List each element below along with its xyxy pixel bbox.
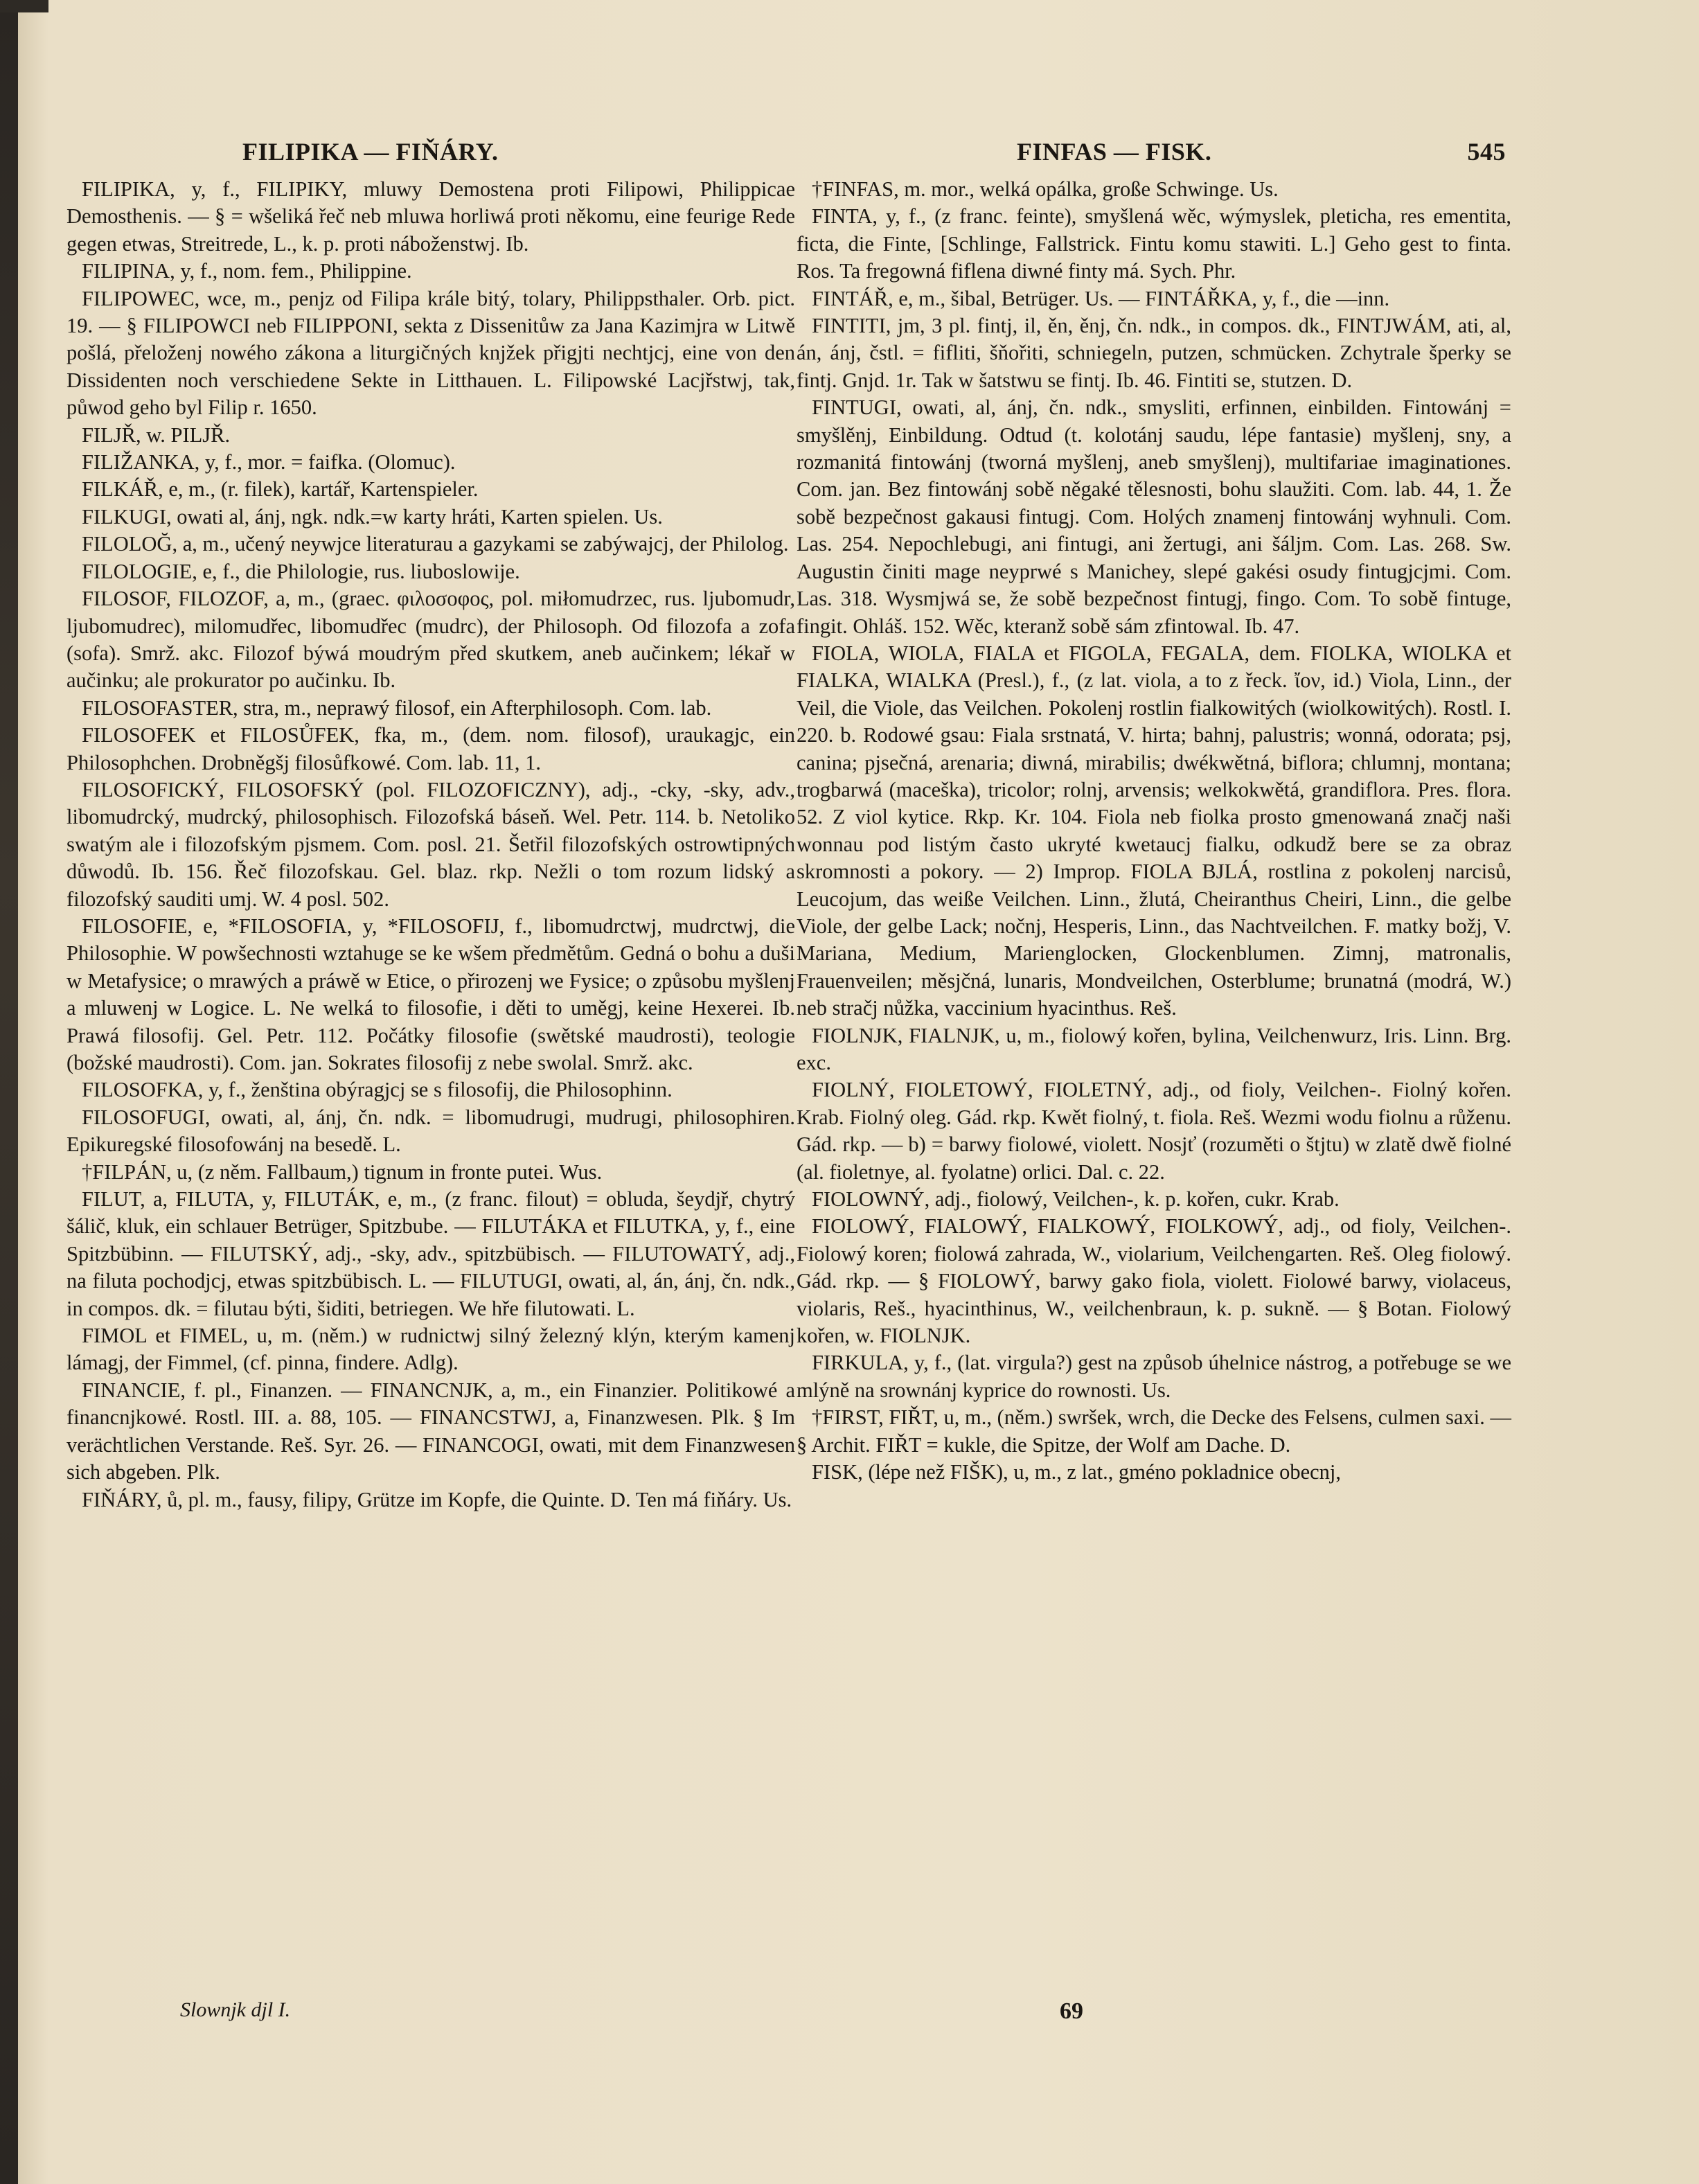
entry-fiola: FIOLA, WIOLA, FIALA et FIGOLA, FEGALA, dem. FIOLKA, WIOLKA et FIALKA, WIALKA (Presl.), f., (z lat. viola, a to z řeck. ἴον, id.) Viola, Linn., der Veil, die Viole, das Veilchen. Pokolenj rostlin fialkowitých (wiolkowitých). Rostl. I. 220. b. Rodowé gsau: Fiala srstnatá, V. hirta; bahnj, palustris; wonná, odorata; psj, canina; pjsečná, arenaria; diwná, mirabilis; dwékwětná, biflora; chlumnj, montana; trogbarwá (maceška), tricolor; rolnj, arvensis; welkokwětá, grandiflora. Pres. flora. 52. Z viol kytice. Rkp. Kr. 104. Fiola neb fiolka prosto gmenowaná značj naši wonnau pod listým často ukryté kwetaucj fialku, odkudž bere se za obraz skromnosti a pokory. — 2) Improp. FIOLA BJLÁ, rostlina z pokolenj narcisů, Leucojum, das weiße Veilchen. Linn., žlutá, Cheiranthus Cheiri, Linn., die gelbe Viole, der gelbe Lack; nočnj, Hesperis, Linn., das Nachtveilchen. F. matky božj, V. Mariana, Medium, Marienglocken, Glockenblumen. Zimnj, matronalis, Frauenveilen; měsjčná, lunaris, Mondveilchen, Osterblume; brunatná (modrá, W.) neb stračj nůžka, vaccinium hyacinthus. Reš.: [797, 641, 1511, 1020]
entry-fiolowy: FIOLOWÝ, FIALOWÝ, FIALKOWÝ, FIOLKOWÝ, adj., od fioly, Veilchen-. Fiolowý koren; fiolowá zahrada, W., violarium, Veilchengarten. Reš. Oleg fiolowý. Gád. rkp. — § FIOLOWÝ, barwy gako fiola, violett. Fiolowé barwy, violaceus, violaris, Reš., hyacinthinus, W., veilchenbraun, k. p. sukně. — § Botan. Fiolowý kořen, w. FIOLNJK.: [797, 1214, 1511, 1348]
entry-financie: FINANCIE, f. pl., Finanzen. — FINANCNJK, a, m., ein Finanzier. Politikowé a financnjkowé. Rostl. III. a. 88, 105. — FINANCSTWJ, a, Finanzwesen. Plk. § Im verächtlichen Verstande. Reš. Syr. 26. — FINANCOGI, owati, mit dem Finanzwesen sich abgeben. Plk.: [66, 1378, 795, 1484]
entry-filosof: FILOSOF, FILOZOF, a, m., (graec. φιλοσοφος, pol. miłomudrzec, rus. ljubomudr, ljubomudrec), milomudřec, libomudřec (mudrc), der Philosoph. Od filozofa a zofa (sofa). Smrž. akc. Filozof býwá moudrým před skutkem, aneb aučinkem; lékař w aučinku; ale prokurator po aučinku. Ib.: [66, 587, 795, 693]
entry-fimol: FIMOL et FIMEL, u, m. (něm.) w rudnictwj silný železný klýn, kterým kamenj lámagj, der Fimmel, (cf. pinna, findere. Adlg).: [66, 1324, 795, 1375]
entry-filosoficky: FILOSOFICKÝ, FILOSOFSKÝ (pol. FILOZOFICZNY), adj., -cky, -sky, adv., libomudrcký, mudrcký, philosophisch. Filozofská báseň. Wel. Petr. 114. b. Netoliko swatým ale i filozofským pjsmem. Com. posl. 21. Šetřil filozofských ostrowtipných důwodů. Ib. 156. Řeč filozofskau. Gel. blaz. rkp. Nežli o tom rozum lidský a filozofský sauditi umj. W. 4 posl. 502.: [66, 777, 795, 911]
entry-filipika: FILIPIKA, y, f., FILIPIKY, mluwy Demostena proti Filipowi, Philippicae Demosthenis. — § = wšeliká řeč neb mluwa horliwá proti někomu, eine feurige Rede gegen etwas, Streitrede, L., k. p. proti náboženstwj. Ib.: [66, 177, 795, 256]
entry-filpan: †FILPÁN, u, (z něm. Fallbaum,) tignum in fronte putei. Wus.: [82, 1160, 603, 1184]
entry-filosofie: FILOSOFIE, e, *FILOSOFIA, y, *FILOSOFIJ, f., libomudrctwj, mudrctwj, die Philosophie. W powšechnosti wztahuge se ke wšem předmětům. Gedná o bohu a duši w Metafysice; o mrawých a práwě w Etice, o přirozenj we Fysice; o způsobu myšlenj a mluwenj w Logice. L. Ne welká to filosofie, i děti to uměgj, keine Hexerei. Ib. Prawá filosofij. Gel. Petr. 112. Počátky filosofie (swětské maudrosti), teologie (božské maudrosti). Com. jan. Sokrates filosofij z nebe swolal. Smrž. akc.: [66, 914, 795, 1074]
entry-filipina: FILIPINA, y, f., nom. fem., Philippine.: [82, 259, 412, 283]
entry-fintiti: FINTITI, jm, 3 pl. fintj, il, ěn, ěnj, čn. ndk., in compos. dk., FINTJWÁM, ati, al, án, ánj, čstl. = fifliti, šňořiti, schniegeln, putzen, schmücken. Zchytrale šperky se fintj. Gnjd. 1r. Tak w šatstwu se fintj. Ib. 46. Fintiti se, stutzen. D.: [797, 314, 1511, 392]
entry-filkar: FILKÁŘ, e, m., (r. filek), kartář, Kartenspieler.: [82, 477, 479, 501]
entry-filjr: FILJŘ, w. PILJŘ.: [82, 423, 231, 447]
binding-mark: [0, 0, 48, 12]
entry-filologie: FILOLOGIE, e, f., die Philologie, rus. liuboslowije.: [82, 559, 520, 583]
right-column: [797, 176, 1511, 1486]
volume-footnote: Slownjk djl I.: [180, 1998, 291, 2021]
entry-finfas: †FINFAS, m. mor., welká opálka, große Schwinge. Us.: [812, 177, 1279, 201]
entry-finta: FINTA, y, f., (z franc. feinte), smyšlená wěc, wýmyslek, pletichа, res ementita, ficta, die Finte, [Schlinge, Fallstrick. Fintu komu stawiti. L.] Geho gest to finta. Ros. Ta fregowná fiflena diwné finty má. Sych. Phr.: [797, 204, 1511, 283]
printer-signature: 69: [1060, 1998, 1083, 2024]
entry-firkula: FIRKULA, y, f., (lat. virgula?) gest na způsob úhelnice nástrog, a potřebuge se we mlýně na srownánj kyprice do rownosti. Us.: [797, 1351, 1511, 1402]
entry-filolog: FILOLOĞ, a, m., učený neywjce literaturau a gazykami se zabýwajcj, der Philolog.: [82, 532, 789, 556]
entry-finary: FIŇÁRY, ů, pl. m., fausy, filipy, Grütze im Kopfe, die Quinte. D. Ten má fiňáry. Us.: [82, 1487, 792, 1511]
left-column: [66, 176, 795, 1513]
entry-filkugi: FILKUGI, owati al, ánj, ngk. ndk.=w karty hráti, Karten spielen. Us.: [82, 504, 663, 529]
entry-fisk: FISK, (lépe než FIŠK), u, m., z lat., gméno pokladnice obecnj,: [812, 1460, 1342, 1484]
entry-filut: FILUT, a, FILUTA, y, FILUTÁK, e, m., (z franc. filout) = obluda, šeydjř, chytrý šálič, kluk, ein schlauer Betrüger, Spitzbube. — FILUTÁKA et FILUTKA, y, f., eine Spitzbübinn. — FILUTSKÝ, adj., -sky, adv., spitzbübisch. — FILUTOWATÝ, adj., na filuta pochodjcj, etwas spitzbübisch. L. — FILUTUGI, owati, al, án, ánj, čn. ndk., in compos. dk. = filutau býti, šiditi, betriegen. We hře filutowati. L.: [66, 1187, 795, 1320]
entry-filosofek: FILOSOFEK et FILOSŮFEK, fka, m., (dem. nom. filosof), uraukagjc, ein Philosophchen. Drobněgšj filosůfkowé. Com. lab. 11, 1.: [66, 723, 795, 774]
entry-fiolowny: FIOLOWNÝ, adj., fiolowý, Veilchen-, k. p. kořen, cukr. Krab.: [812, 1187, 1340, 1211]
entry-first: †FIRST, FIŘT, u, m., (něm.) swršek, wrch, die Decke des Felsens, culmen saxi. — § Archit. FIŘT = kukle, die Spitze, der Wolf am Dache. D.: [797, 1405, 1511, 1457]
entry-filizanka: FILIŽANKA, y, f., mor. = faifka. (Olomuc).: [82, 450, 456, 474]
entry-fintar: FINTÁŘ, e, m., šibal, Betrüger. Us. — FINTÁŘKA, y, f., die —inn.: [812, 286, 1390, 310]
running-head-right: FINFAS — FISK.: [1017, 138, 1212, 166]
entry-filosofugi: FILOSOFUGI, owati, al, ánj, čn. ndk. = libomudrugi, mudrugi, philosophiren. Epikuregské filosofowánj na besedě. L.: [66, 1105, 795, 1157]
entry-filosofka: FILOSOFKA, y, f., ženština obýragjcj se s filosofij, die Philosophinn.: [82, 1078, 673, 1102]
running-head-left: FILIPIKA — FIŇÁRY.: [242, 138, 499, 166]
entry-filosofaster: FILOSOFASTER, stra, m., neprawý filosof, ein Afterphilosoph. Com. lab.: [82, 695, 712, 720]
page-number: 545: [1467, 138, 1506, 166]
entry-fintugi: FINTUGI, owati, al, ánj, čn. ndk., smysliti, erfinnen, einbilden. Fintowánj = smyšlěnj, Einbildung. Odtud (t. kolotánj saudu, lépe fantasie) myšlenj, sny, a rozmanitá fintowánj (tworná myšlenj, aneb smyšlenj), multifariae imaginationes. Com. jan. Bez fintowánj sobě něgaké tělesnosti, bohu slaužiti. Com. lab. 44, 1. Že sobě bezpečnost gakausi fintugj. Com. Holých znamenj fintowánj wyhnuli. Com. Las. 254. Nepochlebugi, ani fintugi, ani žertugi, ani šáljm. Com. Las. 268. Sw. Augustin činiti mage neyprwé s Manichey, slepé gakési osudy fintugjcjmi. Com. Las. 318. Wysmjwá se, že sobě bezpečnost fintugj, fingo. Com. To sobě fintuge, fingit. Ohláš. 152. Wěc, kteranž sobě sám zfintowal. Ib. 47.: [797, 396, 1511, 638]
entry-fiolnjk: FIOLNJK, FIALNJK, u, m., fiolowý kořen, bylina, Veilchenwurz, Iris. Linn. Brg. exc.: [797, 1023, 1511, 1074]
entry-fiolny: FIOLNÝ, FIOLETOWÝ, FIOLETNÝ, adj., od fioly, Veilchen-. Fiolný kořen. Krab. Fiolný oleg. Gád. rkp. Kwět fiolný, t. fiola. Reš. Wezmi wodu fiolnu a růženu. Gád. rkp. — b) = barwy fiolowé, violett. Nosjť (rozuměti o štjtu) w zlatě dwě fiolné (al. fioletnye, al. fyolatne) orlici. Dal. c. 22.: [797, 1078, 1511, 1184]
book-binding-edge: [0, 0, 18, 2184]
entry-filipowec: FILIPOWEC, wce, m., penjz od Filipa krále bitý, tolary, Philippsthaler. Orb. pict. 19. — § FILIPOWCI neb FILIPPONI, sekta z Dissenitůw za Jana Kazimjra w Litwě pošlá, přeloženj nowého zákona a liturgičných knjžek přigjti nechtjcj, eine von den Dissidenten noch verschiedene Sekte in Litthauen. L. Filipowské Lacjřstwj, tak, půwod geho byl Filip r. 1650.: [66, 286, 795, 420]
